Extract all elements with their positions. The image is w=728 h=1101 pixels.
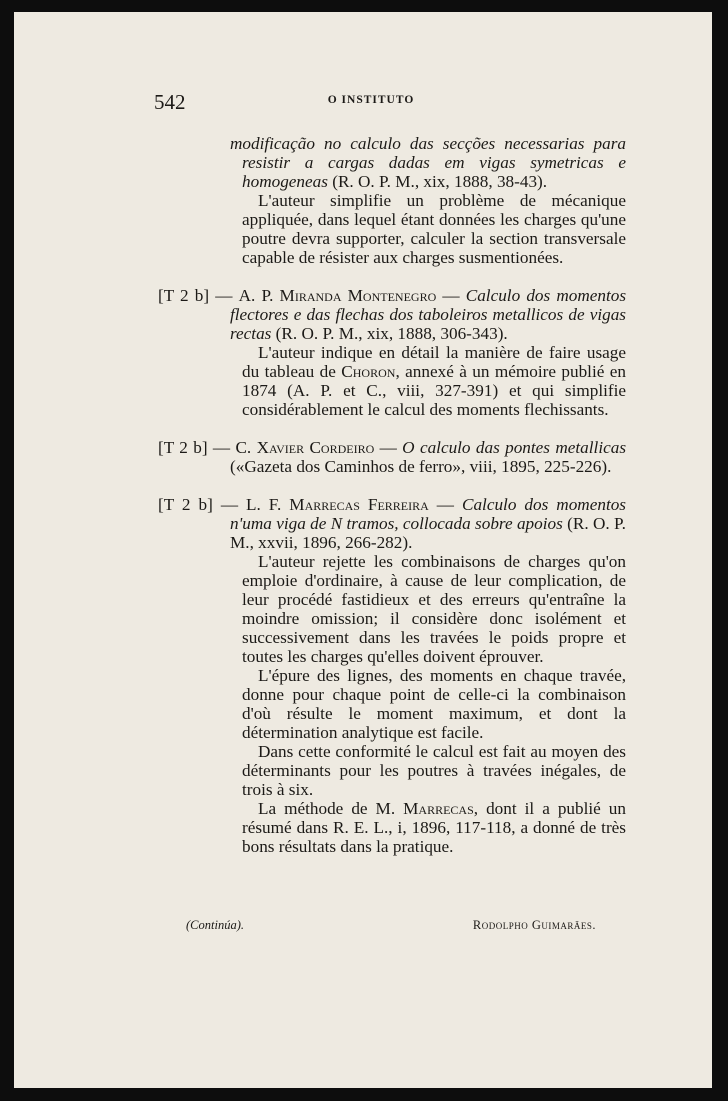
bibliography-body	[158, 134, 626, 856]
entry-reference: (R. O. P. M., xxvii, 1896, 266-282).	[230, 514, 626, 552]
entry-title: O calculo das pontes metallicas	[402, 438, 627, 457]
page	[14, 12, 712, 1088]
entry-reference: (R. O. P. M., xix, 1888, 306-343).	[271, 324, 508, 343]
bibliography-entry	[158, 286, 626, 419]
entry-heading: [T 2 b] — A. P. Miranda Montenegro — Calculo dos momentos flectores e das flechas dos taboleiros metallicos de vigas rectas (R. O. P. M., xix, 1888, 306-343).	[158, 286, 627, 343]
entry-summary: Dans cette conformité le calcul est fait au moyen des déterminants pour les poutres à travées inégales, de trois à six.	[242, 742, 626, 799]
page-number: 542	[154, 90, 186, 114]
entry-title: Calculo dos momentos n'uma viga de N tramos, collocada sobre apoios	[230, 495, 626, 533]
entry-summary: L'auteur simplifie un problème de mécanique appliquée, dans lequel étant données les charges qu'une poutre devra supporter, calculer la section transversale capable de résister aux charges susmentionées.	[242, 191, 626, 267]
entry-author: C. Xavier Cordeiro	[235, 438, 375, 457]
entry-heading: [T 2 b] — L. F. Marrecas Ferreira — Calculo dos momentos n'uma viga de N tramos, collocada sobre apoios (R. O. P. M., xxvii, 1896, 266-282).	[158, 495, 626, 552]
entry-author: A. P. Miranda Montenegro	[238, 286, 437, 305]
entry-summary: L'auteur rejette les combinaisons de charges qu'on emploie d'ordinaire, à cause de leur complication, de leur procédé fastidieux et des erreurs qu'entraîne la moindre omission; il considère donc isolément et successivement dans les travées le poids propre et toutes les charges qu'elles doivent éprouver.	[242, 552, 626, 666]
entry-reference: (R. O. P. M., xix, 1888, 38-43).	[327, 172, 548, 191]
bibliography-entry	[158, 438, 626, 476]
running-title: O INSTITUTO	[327, 94, 415, 106]
entry-summary: La méthode de M. Marrecas, dont il a publié un résumé dans R. E. L., i, 1896, 117-118, a donné de très bons résultats dans la pratique.	[242, 799, 626, 856]
entry-reference: («Gazeta dos Caminhos de ferro», viii, 1895, 225-226).	[230, 457, 612, 476]
entry-author: L. F. Marrecas Ferreira	[246, 495, 429, 514]
entry-heading-continued	[158, 134, 626, 191]
author-signature: Rodolpho Guimarães.	[472, 918, 596, 932]
entry-summary: L'auteur indique en détail la manière de faire usage du tableau de Choron, annexé à un mémoire publié en 1874 (A. P. et C., viii, 327-391) et qui simplifie considérablement le calcul des moments flechissants.	[242, 343, 626, 419]
bibliography-entry	[158, 134, 626, 267]
classification-tag: [T 2 b]	[158, 438, 208, 457]
entry-title: modificação no calculo das secções necessarias para resistir a cargas dadas em vigas symetricas e homogeneas	[230, 134, 626, 191]
page-footer	[186, 918, 596, 933]
entry-heading: [T 2 b] — C. Xavier Cordeiro — O calculo das pontes metallicas («Gazeta dos Caminhos de ferro», viii, 1895, 225-226).	[158, 438, 627, 476]
page-header	[14, 90, 712, 114]
entry-title: Calculo dos momentos flectores e das flechas dos taboleiros metallicos de vigas rectas	[230, 286, 627, 343]
entry-summary: L'épure des lignes, des moments en chaque travée, donne pour chaque point de celle-ci la combinaison d'où résulte le moment maximum, et dont la détermination analytique est facile.	[242, 666, 626, 742]
classification-tag: [T 2 b]	[158, 286, 210, 305]
continued-note: (Continúa).	[186, 918, 244, 932]
bibliography-entry	[158, 495, 626, 856]
classification-tag: [T 2 b]	[158, 495, 213, 514]
